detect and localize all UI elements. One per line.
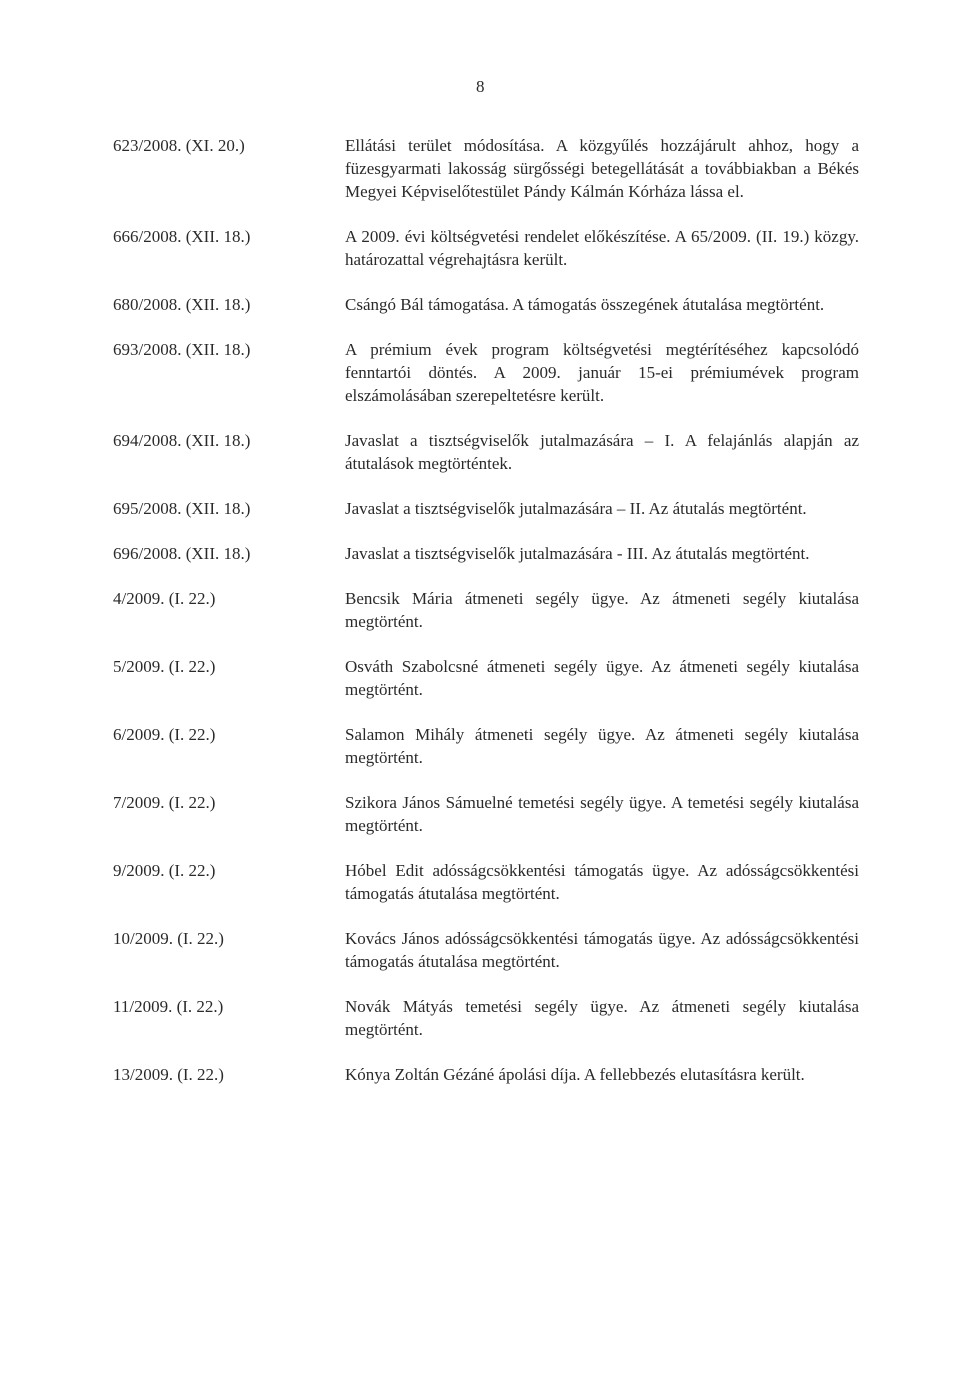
resolution-ref: 9/2009. (I. 22.) — [113, 861, 216, 880]
resolution-text: Ellátási terület módosítása. A közgyűlés hozzájárult ahhoz, hogy a füzesgyarmati lakosság sürgősségi betegellátását a továbbiakban a Békés Megyei Képviselőtestület Pándy Kálmán Kórháza lássa el. — [345, 136, 859, 201]
resolution-list — [113, 134, 859, 1108]
resolution-entry — [113, 927, 859, 973]
resolution-text: Salamon Mihály átmeneti segély ügye. Az átmeneti segély kiutalása megtörtént. — [345, 725, 859, 767]
resolution-ref: 5/2009. (I. 22.) — [113, 657, 216, 676]
resolution-entry — [113, 429, 859, 475]
resolution-text: Szikora János Sámuelné temetési segély ügye. A temetési segély kiutalása megtörtént. — [345, 793, 859, 835]
resolution-entry — [113, 723, 859, 769]
resolution-entry — [113, 497, 859, 520]
resolution-entry — [113, 293, 859, 316]
resolution-text: Kónya Zoltán Gézáné ápolási díja. A fellebbezés elutasításra került. — [345, 1065, 805, 1084]
resolution-ref: 680/2008. (XII. 18.) — [113, 295, 251, 314]
resolution-text: Javaslat a tisztségviselők jutalmazására – I. A felajánlás alapján az átutalások megtörténtek. — [345, 431, 859, 473]
resolution-text: Bencsik Mária átmeneti segély ügye. Az átmeneti segély kiutalása megtörtént. — [345, 589, 859, 631]
resolution-entry — [113, 995, 859, 1041]
page-number: 8 — [476, 77, 485, 96]
resolution-text: Novák Mátyás temetési segély ügye. Az átmeneti segély kiutalása megtörtént. — [345, 997, 859, 1039]
resolution-ref: 695/2008. (XII. 18.) — [113, 499, 251, 518]
resolution-ref: 623/2008. (XI. 20.) — [113, 136, 245, 155]
resolution-text: Kovács János adósságcsökkentési támogatás ügye. Az adósságcsökkentési támogatás átutalása megtörtént. — [345, 929, 859, 971]
resolution-ref: 694/2008. (XII. 18.) — [113, 431, 251, 450]
resolution-ref: 10/2009. (I. 22.) — [113, 929, 224, 948]
resolution-ref: 11/2009. (I. 22.) — [113, 997, 224, 1016]
resolution-text: Osváth Szabolcsné átmeneti segély ügye. Az átmeneti segély kiutalása megtörtént. — [345, 657, 859, 699]
resolution-entry — [113, 225, 859, 271]
resolution-entry — [113, 542, 859, 565]
resolution-entry — [113, 587, 859, 633]
resolution-ref: 13/2009. (I. 22.) — [113, 1065, 224, 1084]
resolution-text: Javaslat a tisztségviselők jutalmazására – II. Az átutalás megtörtént. — [345, 499, 807, 518]
resolution-entry — [113, 859, 859, 905]
resolution-entry — [113, 134, 859, 203]
resolution-text: Csángó Bál támogatása. A támogatás összegének átutalása megtörtént. — [345, 295, 825, 314]
resolution-text: A prémium évek program költségvetési megtérítéséhez kapcsolódó fenntartói döntés. A 2009. január 15-ei prémiumévek program elszámolásában szerepeltetésre került. — [345, 340, 859, 405]
resolution-text: A 2009. évi költségvetési rendelet előkészítése. A 65/2009. (II. 19.) közgy. határozattal végrehajtásra került. — [345, 227, 859, 269]
resolution-ref: 4/2009. (I. 22.) — [113, 589, 216, 608]
resolution-entry — [113, 791, 859, 837]
resolution-ref: 693/2008. (XII. 18.) — [113, 340, 251, 359]
resolution-entry — [113, 338, 859, 407]
resolution-ref: 7/2009. (I. 22.) — [113, 793, 216, 812]
resolution-ref: 696/2008. (XII. 18.) — [113, 544, 251, 563]
resolution-ref: 666/2008. (XII. 18.) — [113, 227, 251, 246]
resolution-ref: 6/2009. (I. 22.) — [113, 725, 216, 744]
resolution-entry — [113, 1063, 859, 1086]
resolution-entry — [113, 655, 859, 701]
resolution-text: Javaslat a tisztségviselők jutalmazására - III. Az átutalás megtörtént. — [345, 544, 810, 563]
resolution-text: Hóbel Edit adósságcsökkentési támogatás ügye. Az adósságcsökkentési támogatás átutalása megtörtént. — [345, 861, 859, 903]
